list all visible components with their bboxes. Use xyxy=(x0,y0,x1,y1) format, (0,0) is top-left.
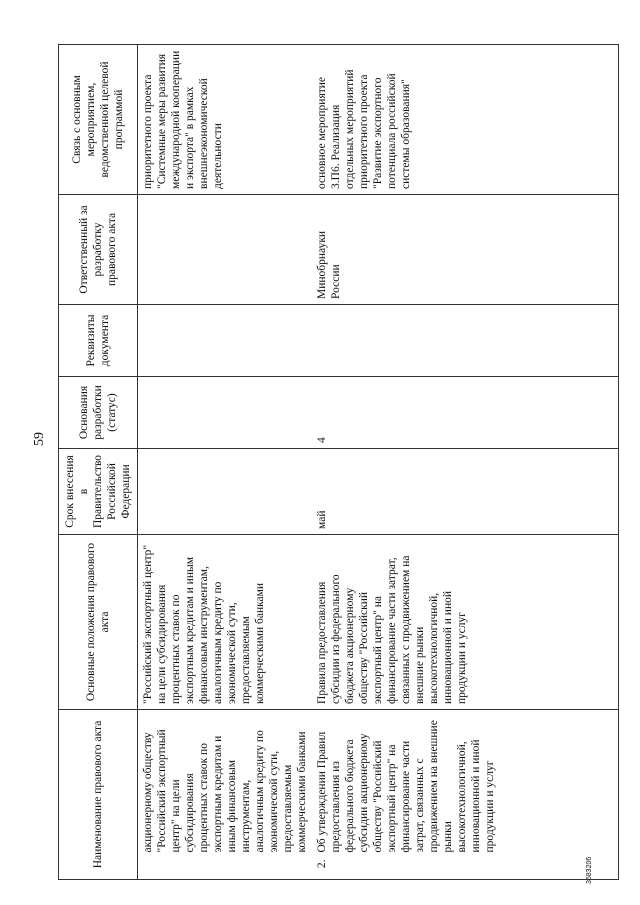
header-basis: Основания разработки (статус) xyxy=(59,376,138,448)
header-name: Наименование правового акта xyxy=(59,709,138,879)
table-row xyxy=(312,44,619,879)
header-link: Связь с основным мероприятием, ведомственной целевой программой xyxy=(59,44,138,194)
row-requisites xyxy=(312,304,619,376)
legal-acts-table xyxy=(58,44,619,880)
header-responsible: Ответственный за разработку правового акта xyxy=(59,194,138,304)
row-responsible xyxy=(138,194,313,304)
row-responsible: Минобрнауки России xyxy=(312,194,619,304)
document-id: 3683206 xyxy=(586,856,593,884)
row-act-name: Об утверждении Правил предоставления из федерального бюджета субсидии акционерному обществу "Российский экспортный центр" на финансирование части затрат, связанных с продвижением на внешние рынки высокотехнологичной, инновационной и иной продукции и услуг xyxy=(312,709,619,857)
header-requisites: Реквизиты документа xyxy=(59,304,138,376)
row-act-name: акционерному обществу "Российский экспортный центр" на цели субсидирования процентных ставок по экспортным кредитам и иным финансовым инструментам, аналогичным кредиту по экономической сути, предоставляемым коммерческими банками xyxy=(138,709,313,857)
row-provisions: Правила предоставления субсидии из федерального бюджета акционерному обществу "Российский экспортный центр" на финансирование части затрат, связанных с продвижением на внешние рынки высокотехнологичной, инновационной и иной продукции и услуг xyxy=(312,534,619,709)
row-basis: 4 xyxy=(312,376,619,448)
row-link: основное мероприятие 3.П6. Реализация отдельных мероприятий приоритетного проекта "Развитие экспортного потенциала российской системы образования" xyxy=(312,44,619,194)
row-deadline: май xyxy=(312,448,619,534)
row-deadline xyxy=(138,448,313,534)
row-number xyxy=(138,858,313,880)
row-requisites xyxy=(138,304,313,376)
row-basis xyxy=(138,376,313,448)
row-number: 2. xyxy=(312,858,619,880)
header-row xyxy=(59,44,138,879)
row-provisions: "Российский экспортный центр" на цели субсидирования процентных ставок по экспортным кредитам и иным финансовым инструментам, аналогичным кредиту по экономической сути, предоставляемым коммерческими банками xyxy=(138,534,313,709)
header-provisions: Основные положения правового акта xyxy=(59,534,138,709)
table-row xyxy=(138,44,313,879)
rotated-table-container xyxy=(58,45,640,880)
page-number: 59 xyxy=(32,432,47,446)
row-link: приоритетного проекта "Системные меры развития международной кооперации и экспорта" в рамках внешнеэкономической деятельности xyxy=(138,44,313,194)
header-deadline: Срок внесения в Правительство Российской Федерации xyxy=(59,448,138,534)
